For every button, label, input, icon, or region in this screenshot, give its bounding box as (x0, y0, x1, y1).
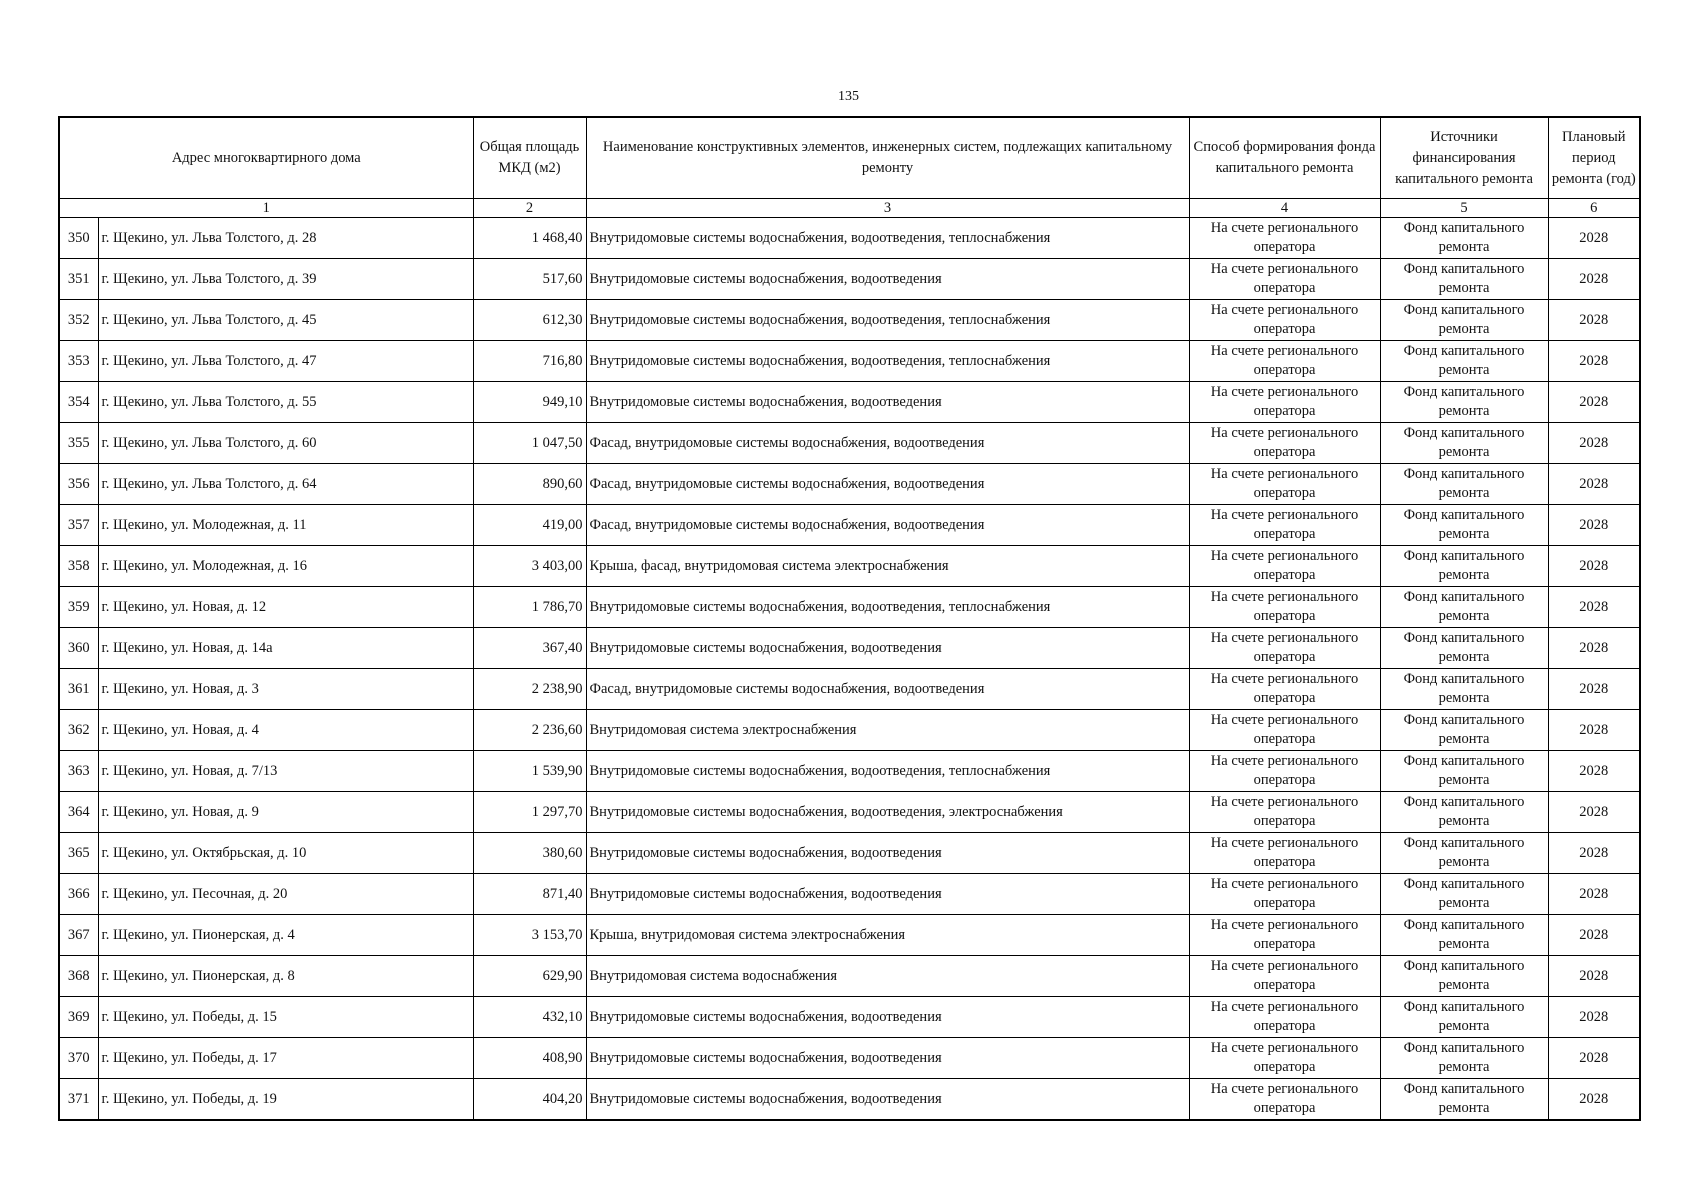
method-cell: На счете регионального оператора (1189, 341, 1380, 382)
area-cell: 432,10 (473, 997, 586, 1038)
area-cell: 419,00 (473, 505, 586, 546)
source-cell: Фонд капитального ремонта (1380, 1079, 1548, 1121)
table-row (59, 792, 1640, 833)
year-cell: 2028 (1548, 874, 1640, 915)
elements-cell: Фасад, внутридомовые системы водоснабжения, водоотведения (586, 464, 1189, 505)
table-row (59, 587, 1640, 628)
area-cell: 3 403,00 (473, 546, 586, 587)
elements-cell: Фасад, внутридомовые системы водоснабжения, водоотведения (586, 505, 1189, 546)
method-cell: На счете регионального оператора (1189, 382, 1380, 423)
row-number: 353 (59, 341, 98, 382)
area-cell: 949,10 (473, 382, 586, 423)
column-number: 1 (59, 199, 473, 218)
elements-cell: Крыша, внутридомовая система электроснабжения (586, 915, 1189, 956)
address-cell: г. Щекино, ул. Песочная, д. 20 (98, 874, 473, 915)
method-cell: На счете регионального оператора (1189, 792, 1380, 833)
table-row (59, 997, 1640, 1038)
method-cell: На счете регионального оператора (1189, 874, 1380, 915)
table-row (59, 300, 1640, 341)
method-cell: На счете регионального оператора (1189, 710, 1380, 751)
method-cell: На счете регионального оператора (1189, 915, 1380, 956)
area-cell: 612,30 (473, 300, 586, 341)
method-cell: На счете регионального оператора (1189, 1079, 1380, 1121)
source-cell: Фонд капитального ремонта (1380, 956, 1548, 997)
address-cell: г. Щекино, ул. Новая, д. 7/13 (98, 751, 473, 792)
year-cell: 2028 (1548, 587, 1640, 628)
year-cell: 2028 (1548, 259, 1640, 300)
row-number: 354 (59, 382, 98, 423)
row-number: 350 (59, 218, 98, 259)
table-row (59, 1079, 1640, 1121)
column-number: 3 (586, 199, 1189, 218)
row-number: 355 (59, 423, 98, 464)
address-cell: г. Щекино, ул. Льва Толстого, д. 47 (98, 341, 473, 382)
method-cell: На счете регионального оператора (1189, 628, 1380, 669)
row-number: 366 (59, 874, 98, 915)
area-cell: 3 153,70 (473, 915, 586, 956)
table-row (59, 669, 1640, 710)
row-number: 371 (59, 1079, 98, 1121)
year-cell: 2028 (1548, 792, 1640, 833)
table-row (59, 628, 1640, 669)
method-cell: На счете регионального оператора (1189, 259, 1380, 300)
year-cell: 2028 (1548, 915, 1640, 956)
year-cell: 2028 (1548, 669, 1640, 710)
address-cell: г. Щекино, ул. Пионерская, д. 8 (98, 956, 473, 997)
elements-cell: Внутридомовые системы водоснабжения, водоотведения (586, 259, 1189, 300)
year-cell: 2028 (1548, 546, 1640, 587)
header-source: Источники финансирования капитального ремонта (1380, 117, 1548, 199)
elements-cell: Внутридомовые системы водоснабжения, водоотведения (586, 997, 1189, 1038)
source-cell: Фонд капитального ремонта (1380, 259, 1548, 300)
row-number: 351 (59, 259, 98, 300)
area-cell: 367,40 (473, 628, 586, 669)
area-cell: 871,40 (473, 874, 586, 915)
table-body (59, 218, 1640, 1121)
year-cell: 2028 (1548, 382, 1640, 423)
source-cell: Фонд капитального ремонта (1380, 997, 1548, 1038)
address-cell: г. Щекино, ул. Новая, д. 14а (98, 628, 473, 669)
column-number-row (59, 199, 1640, 218)
row-number: 361 (59, 669, 98, 710)
source-cell: Фонд капитального ремонта (1380, 423, 1548, 464)
method-cell: На счете регионального оператора (1189, 423, 1380, 464)
row-number: 352 (59, 300, 98, 341)
table-row (59, 710, 1640, 751)
table-row (59, 956, 1640, 997)
address-cell: г. Щекино, ул. Пионерская, д. 4 (98, 915, 473, 956)
elements-cell: Внутридомовые системы водоснабжения, водоотведения (586, 628, 1189, 669)
year-cell: 2028 (1548, 1079, 1640, 1121)
year-cell: 2028 (1548, 341, 1640, 382)
header-elements: Наименование конструктивных элементов, инженерных систем, подлежащих капитальному ремонту (586, 117, 1189, 199)
source-cell: Фонд капитального ремонта (1380, 669, 1548, 710)
year-cell: 2028 (1548, 751, 1640, 792)
row-number: 365 (59, 833, 98, 874)
year-cell: 2028 (1548, 464, 1640, 505)
address-cell: г. Щекино, ул. Победы, д. 15 (98, 997, 473, 1038)
year-cell: 2028 (1548, 997, 1640, 1038)
year-cell: 2028 (1548, 300, 1640, 341)
row-number: 370 (59, 1038, 98, 1079)
method-cell: На счете регионального оператора (1189, 1038, 1380, 1079)
address-cell: г. Щекино, ул. Льва Толстого, д. 55 (98, 382, 473, 423)
address-cell: г. Щекино, ул. Победы, д. 17 (98, 1038, 473, 1079)
source-cell: Фонд капитального ремонта (1380, 751, 1548, 792)
elements-cell: Внутридомовые системы водоснабжения, водоотведения (586, 874, 1189, 915)
page-number: 135 (838, 89, 859, 104)
row-number: 360 (59, 628, 98, 669)
method-cell: На счете регионального оператора (1189, 956, 1380, 997)
year-cell: 2028 (1548, 710, 1640, 751)
address-cell: г. Щекино, ул. Льва Толстого, д. 39 (98, 259, 473, 300)
year-cell: 2028 (1548, 956, 1640, 997)
year-cell: 2028 (1548, 505, 1640, 546)
method-cell: На счете регионального оператора (1189, 587, 1380, 628)
elements-cell: Внутридомовая система водоснабжения (586, 956, 1189, 997)
header-method: Способ формирования фонда капитального ремонта (1189, 117, 1380, 199)
table-row (59, 341, 1640, 382)
elements-cell: Внутридомовые системы водоснабжения, водоотведения, теплоснабжения (586, 341, 1189, 382)
year-cell: 2028 (1548, 628, 1640, 669)
area-cell: 408,90 (473, 1038, 586, 1079)
area-cell: 1 047,50 (473, 423, 586, 464)
table-row (59, 259, 1640, 300)
table-row (59, 423, 1640, 464)
table-row (59, 382, 1640, 423)
column-number: 5 (1380, 199, 1548, 218)
method-cell: На счете регионального оператора (1189, 505, 1380, 546)
address-cell: г. Щекино, ул. Льва Толстого, д. 60 (98, 423, 473, 464)
method-cell: На счете регионального оператора (1189, 751, 1380, 792)
source-cell: Фонд капитального ремонта (1380, 874, 1548, 915)
source-cell: Фонд капитального ремонта (1380, 382, 1548, 423)
elements-cell: Внутридомовые системы водоснабжения, водоотведения (586, 382, 1189, 423)
elements-cell: Внутридомовые системы водоснабжения, водоотведения, теплоснабжения (586, 218, 1189, 259)
source-cell: Фонд капитального ремонта (1380, 300, 1548, 341)
area-cell: 404,20 (473, 1079, 586, 1121)
repair-plan-table (58, 116, 1641, 1121)
area-cell: 1 786,70 (473, 587, 586, 628)
header-address: Адрес многоквартирного дома (59, 117, 473, 199)
header-row (59, 117, 1640, 199)
header-area: Общая площадь МКД (м2) (473, 117, 586, 199)
source-cell: Фонд капитального ремонта (1380, 505, 1548, 546)
area-cell: 1 297,70 (473, 792, 586, 833)
row-number: 356 (59, 464, 98, 505)
source-cell: Фонд капитального ремонта (1380, 628, 1548, 669)
elements-cell: Внутридомовые системы водоснабжения, водоотведения, теплоснабжения (586, 587, 1189, 628)
elements-cell: Внутридомовая система электроснабжения (586, 710, 1189, 751)
year-cell: 2028 (1548, 833, 1640, 874)
address-cell: г. Щекино, ул. Льва Толстого, д. 45 (98, 300, 473, 341)
elements-cell: Внутридомовые системы водоснабжения, водоотведения (586, 833, 1189, 874)
elements-cell: Крыша, фасад, внутридомовая система электроснабжения (586, 546, 1189, 587)
row-number: 359 (59, 587, 98, 628)
source-cell: Фонд капитального ремонта (1380, 546, 1548, 587)
address-cell: г. Щекино, ул. Октябрьская, д. 10 (98, 833, 473, 874)
row-number: 368 (59, 956, 98, 997)
table-row (59, 505, 1640, 546)
elements-cell: Внутридомовые системы водоснабжения, водоотведения (586, 1038, 1189, 1079)
row-number: 362 (59, 710, 98, 751)
elements-cell: Внутридомовые системы водоснабжения, водоотведения, теплоснабжения (586, 300, 1189, 341)
address-cell: г. Щекино, ул. Новая, д. 12 (98, 587, 473, 628)
year-cell: 2028 (1548, 423, 1640, 464)
address-cell: г. Щекино, ул. Новая, д. 3 (98, 669, 473, 710)
header-period: Плановый период ремонта (год) (1548, 117, 1640, 199)
area-cell: 2 238,90 (473, 669, 586, 710)
year-cell: 2028 (1548, 1038, 1640, 1079)
column-number: 2 (473, 199, 586, 218)
area-cell: 1 468,40 (473, 218, 586, 259)
method-cell: На счете регионального оператора (1189, 997, 1380, 1038)
elements-cell: Фасад, внутридомовые системы водоснабжения, водоотведения (586, 423, 1189, 464)
table-row (59, 546, 1640, 587)
table-row (59, 464, 1640, 505)
source-cell: Фонд капитального ремонта (1380, 218, 1548, 259)
source-cell: Фонд капитального ремонта (1380, 1038, 1548, 1079)
row-number: 357 (59, 505, 98, 546)
address-cell: г. Щекино, ул. Молодежная, д. 11 (98, 505, 473, 546)
elements-cell: Фасад, внутридомовые системы водоснабжения, водоотведения (586, 669, 1189, 710)
table-row (59, 1038, 1640, 1079)
method-cell: На счете регионального оператора (1189, 546, 1380, 587)
area-cell: 380,60 (473, 833, 586, 874)
table-row (59, 874, 1640, 915)
address-cell: г. Щекино, ул. Победы, д. 19 (98, 1079, 473, 1121)
area-cell: 716,80 (473, 341, 586, 382)
area-cell: 2 236,60 (473, 710, 586, 751)
area-cell: 517,60 (473, 259, 586, 300)
method-cell: На счете регионального оператора (1189, 218, 1380, 259)
method-cell: На счете регионального оператора (1189, 833, 1380, 874)
elements-cell: Внутридомовые системы водоснабжения, водоотведения, электроснабжения (586, 792, 1189, 833)
row-number: 363 (59, 751, 98, 792)
table-row (59, 751, 1640, 792)
table-row (59, 833, 1640, 874)
source-cell: Фонд капитального ремонта (1380, 464, 1548, 505)
source-cell: Фонд капитального ремонта (1380, 833, 1548, 874)
method-cell: На счете регионального оператора (1189, 300, 1380, 341)
table-row (59, 218, 1640, 259)
source-cell: Фонд капитального ремонта (1380, 341, 1548, 382)
method-cell: На счете регионального оператора (1189, 464, 1380, 505)
source-cell: Фонд капитального ремонта (1380, 710, 1548, 751)
address-cell: г. Щекино, ул. Новая, д. 9 (98, 792, 473, 833)
source-cell: Фонд капитального ремонта (1380, 915, 1548, 956)
area-cell: 629,90 (473, 956, 586, 997)
row-number: 369 (59, 997, 98, 1038)
column-number: 6 (1548, 199, 1640, 218)
row-number: 364 (59, 792, 98, 833)
address-cell: г. Щекино, ул. Льва Толстого, д. 28 (98, 218, 473, 259)
row-number: 367 (59, 915, 98, 956)
year-cell: 2028 (1548, 218, 1640, 259)
table-row (59, 915, 1640, 956)
address-cell: г. Щекино, ул. Новая, д. 4 (98, 710, 473, 751)
method-cell: На счете регионального оператора (1189, 669, 1380, 710)
elements-cell: Внутридомовые системы водоснабжения, водоотведения, теплоснабжения (586, 751, 1189, 792)
area-cell: 1 539,90 (473, 751, 586, 792)
address-cell: г. Щекино, ул. Льва Толстого, д. 64 (98, 464, 473, 505)
elements-cell: Внутридомовые системы водоснабжения, водоотведения (586, 1079, 1189, 1121)
source-cell: Фонд капитального ремонта (1380, 792, 1548, 833)
column-number: 4 (1189, 199, 1380, 218)
source-cell: Фонд капитального ремонта (1380, 587, 1548, 628)
area-cell: 890,60 (473, 464, 586, 505)
row-number: 358 (59, 546, 98, 587)
address-cell: г. Щекино, ул. Молодежная, д. 16 (98, 546, 473, 587)
